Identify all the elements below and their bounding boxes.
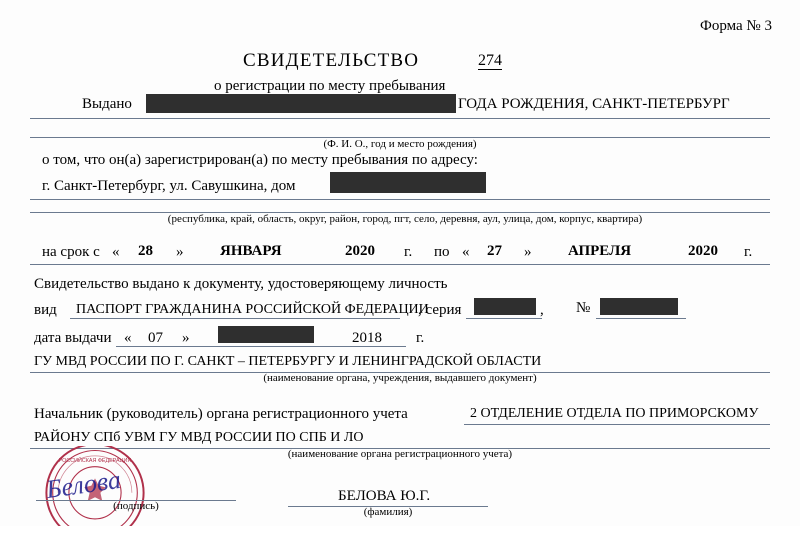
identity-authority: ГУ МВД РОССИИ ПО Г. САНКТ – ПЕТЕРБУРГУ И ЛЕНИНГРАДСКОЙ ОБЛАСТИ [34,354,542,369]
period-to-g: г. [744,244,753,260]
identity-intro: Свидетельство выдано к документу, удостоверяющему личность [34,276,448,292]
period-from-open-quote: « [112,244,120,260]
identity-type-label: вид [34,302,57,318]
issued-to-value: ГОДА РОЖДЕНИЯ, САНКТ-ПЕТЕРБУРГ [458,96,730,112]
address-rule-1 [30,199,770,200]
issued-to-label: Выдано [82,96,132,112]
period-from-month: ЯНВАРЯ [220,243,282,259]
identity-number-redaction [600,298,678,315]
svg-text:РОССИЙСКАЯ ФЕДЕРАЦИЯ: РОССИЙСКАЯ ФЕДЕРАЦИЯ [58,458,132,465]
period-to-month: АПРЕЛЯ [568,243,632,259]
chief-value-line2: РАЙОНУ СПб УВМ ГУ МВД РОССИИ ПО СПБ И ЛО [34,430,364,445]
document-title: СВИДЕТЕЛЬСТВО [243,50,420,71]
period-to-close-quote: » [524,244,532,260]
chief-hint: (наименование органа регистрационного учета) [287,448,513,460]
issue-date-close-quote: » [182,330,190,346]
period-to-year: 2020 [688,243,718,259]
issue-date-label: дата выдачи [34,330,112,346]
period-from-day: 28 [138,243,153,259]
signatory-name-hint: (фамилия) [363,506,413,518]
period-rule [30,264,770,265]
document-subtitle: о регистрации по месту пребывания [214,78,446,94]
identity-type-value: ПАСПОРТ ГРАЖДАНИНА РОССИЙСКОЙ ФЕДЕРАЦИИ [76,302,429,317]
issued-to-rule [30,118,770,119]
chief-value-line1: 2 ОТДЕЛЕНИЕ ОТДЕЛА ПО ПРИМОРСКОМУ [470,406,759,421]
issue-date-open-quote: « [124,330,132,346]
signature-hint: (подпись) [113,500,159,512]
identity-number-rule [596,318,686,319]
address-redaction [330,172,486,193]
identity-series-label: , серия [418,302,462,318]
identity-number-label: № [576,300,591,316]
issue-date-g: г. [416,330,425,346]
issue-month-redaction [218,326,314,343]
period-from-close-quote: » [176,244,184,260]
period-to-open-quote: « [462,244,470,260]
identity-series-comma: , [540,302,544,318]
identity-authority-hint: (наименование органа, учреждения, выдавшего документ) [263,372,537,384]
fio-hint: (Ф. И. О., год и место рождения) [323,138,477,150]
identity-series-redaction [474,298,536,315]
issued-to-redaction [146,94,456,113]
period-from-g: г. [404,244,413,260]
identity-series-rule [466,318,542,319]
issue-date-year: 2018 [352,330,382,346]
period-to-day: 27 [487,243,502,259]
form-number-label: Форма № 3 [700,18,772,34]
identity-type-rule [70,318,400,319]
address-value: г. Санкт-Петербург, ул. Савушкина, дом [42,178,296,194]
period-from-year: 2020 [345,243,375,259]
page-bottom-edge [0,526,800,536]
period-prefix: на срок с [42,244,100,260]
registration-statement: о том, что он(а) зарегистрирован(а) по месту пребывания по адресу: [42,152,478,168]
certificate-number: 274 [478,52,502,69]
signatory-name: БЕЛОВА Ю.Г. [338,488,431,504]
chief-rule-1 [464,424,770,425]
issue-date-rule [116,346,406,347]
signature-mark: Белова [44,464,123,505]
chief-label: Начальник (руководитель) органа регистрационного учета [34,406,408,422]
issue-date-day: 07 [148,330,163,346]
period-to-prefix: по [434,244,450,260]
address-hint: (республика, край, область, округ, район, город, пгт, село, деревня, аул, улица, дом, корпус, квартира) [167,213,643,225]
